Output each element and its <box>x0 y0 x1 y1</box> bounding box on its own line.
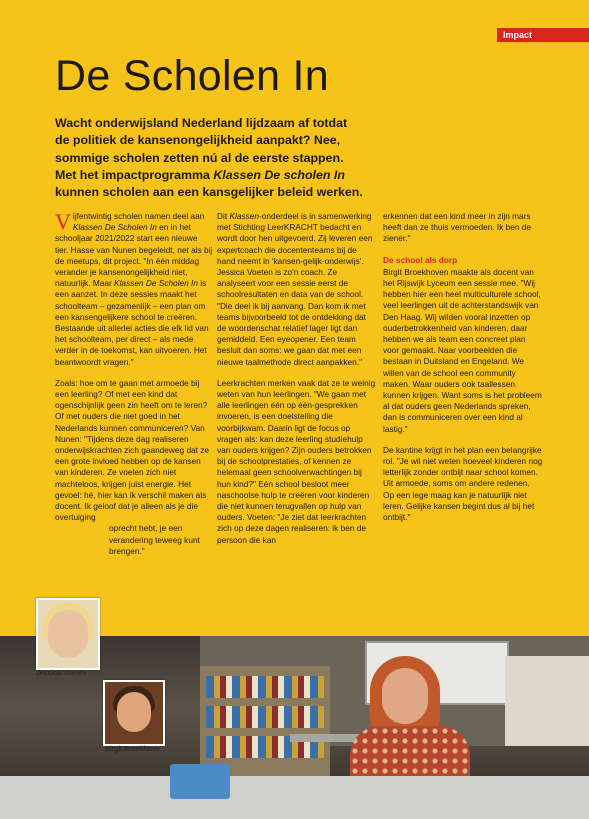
paragraph: erkennen dat een kind meer in zijn mars heeft dan ze thuis vermoeden. Ik ben de ziener." <box>383 211 532 244</box>
text: ijfentwintig scholen namen deel aan <box>72 211 205 221</box>
photo-shelf-row <box>206 676 324 698</box>
text: -onderdeel is in samenwerking met Stichting LeerKRACHT bedacht en wordt door hen uitgevoerd. Zij leveren een expertcoach die docententeams bij de hand neemt in 'kansen-gelijk-onderwijs'. Jessica Voeten is zo'n coach. Ze analyseert voor een sessie eerst de schoolresultaten en data van de school. "Die deel ik bij aanvang. Dan kom ik met teams bijvoorbeeld tot de ontdekking dat de woordenschat relatief lager ligt dan gemiddeld. Een eyeopener. Een team besluit dan soms: we gaan dat met een nieuwe taalmethode direct aanpakken." <box>217 211 373 367</box>
lead-line: sommige scholen zetten nú al de eerste stappen. <box>55 150 344 165</box>
lead-paragraph <box>55 115 575 201</box>
photo-board <box>505 656 589 746</box>
portrait-face <box>48 610 88 658</box>
subheading: De school als dorp <box>383 254 458 265</box>
program-name: Klassen De Scholen In <box>114 278 198 289</box>
paragraph <box>55 378 213 557</box>
lead-line: de politiek de kansenongelijkheid aanpakt? Nee, <box>55 133 341 148</box>
lead-line: Met het impactprogramma <box>55 167 214 182</box>
program-name: Klassen <box>229 211 259 221</box>
portrait-jessica-voeten <box>36 598 100 670</box>
lead-line: kunnen scholen aan een kansgelijker beleid werken. <box>55 185 363 200</box>
column-1 <box>55 211 213 567</box>
program-name: Klassen De Scholen In <box>72 222 157 233</box>
text: en in het schooljaar 2021/2022 start een nieuwe tier. Hasse van Nunen begeleidt, net als bij de meetups, dit project. "In één middag verander je kansenongelijkheid niet, natuurlijk. Maar <box>55 222 213 289</box>
paragraph: Birgit Broekhoven maakte als docent van het Rijswijk Lyceum een sessie mee. "Wij hebben hier een heel multiculturele school, veel leerlingen uit de achterstandswijk van Den Haag. Wij wilden vooral inzetten op ouderbetrokkenheid van kinderen, daar hebben we als team een concreet plan voor gemaakt. Naar voorbeelden die bestaan in Duitsland en Engeland. We willen van de school een community maken. Waar ouders ook taallessen kunnen krijgen. Want soms is het probleem al dat ouders geen Nederlands spreken, dan is communiceren over een kind al lastig." <box>383 266 542 434</box>
photo-shelf-row <box>206 706 324 728</box>
photo-table <box>0 776 589 819</box>
text: Dit <box>217 211 230 221</box>
drop-cap: V <box>55 209 71 234</box>
caption-jessica: Jessica Voeten <box>36 668 87 677</box>
paragraph: De kantine krijgt in het plan een belangrijke rol. "Je wil niet weten hoeveel kinderen nog letterlijk zonder ontbijt naar school komen. Uit armoede, soms om andere redenen. Op een lege maag kan je natuurlijk niet leren. Gelijke kansen begint dus al bij het ontbijt." <box>383 444 543 523</box>
text: is een aanzet. In deze sessies maakt het schoolteam – gezamenlijk – een plan om een kansengelijkere school te creëren. Bestaande uit allerlei acties die elk lid van het schoolteam, per direct – als mede verder in de toekomst, kan uitvoeren. Het beantwoordt vragen." <box>55 278 209 367</box>
text: Zoals: hoe om te gaan met armoede bij een leerling? Of met een kind dat ogenschijnlijk geen zin heeft om te leren? Of met ouders die niet goed in het Nederlands kunnen communiceren? Van Nunen: "Tijdens deze dag realiseren onderwijskrachten zich gaandeweg dat ze een grote invloed hebben op de kansen van kinderen. Ze voelen zich niet machteloos, krijgen juist energie. Het gevoel: hé, hier kan ik verschil maken als docent. Ik geloof dat je alleen als je die overtuiging <box>55 377 210 523</box>
paragraph <box>55 211 213 368</box>
photo-blue-container <box>170 764 230 799</box>
portrait-face <box>117 692 151 732</box>
page-title: De Scholen In <box>55 52 330 100</box>
lead-program-name: Klassen De scholen In <box>213 167 345 182</box>
photo-person-face <box>382 668 428 724</box>
portrait-birgit-broekhoven <box>103 680 165 746</box>
paragraph: Leerkrachten merken vaak dat ze te weinig weten van hun leerlingen. "We gaan met alle leerlingen één op één-gesprekken invoeren, is een doelstelling die voorbijkwam. Daarin ligt de focus op vragen als: kan deze leerling studiehulp van ouders krijgen? Zijn ouders betrokken bij de schoolprestaties, of kennen ze helemaal geen schoolverwachtingen bij hun kind?" Eén school besloot meer naschoolse hulp te creëren voor kinderen die niet kunnen terugvallen op hulp van ouders. Voeten: "Je ziet dat leerkrachten zich op deze dagen realiseren: ik ben de persoon die kan <box>217 377 376 545</box>
paragraph <box>217 211 377 368</box>
lead-line: Wacht onderwijsland Nederland lijdzaam af totdat <box>55 116 348 130</box>
column-2 <box>217 211 377 556</box>
caption-birgit: Birgit Broekhove <box>105 744 161 753</box>
text: oprecht hebt, je een verandering teweeg kunt brengen." <box>109 523 200 556</box>
section-tag: Impact <box>497 28 589 42</box>
column-3 <box>383 211 543 533</box>
